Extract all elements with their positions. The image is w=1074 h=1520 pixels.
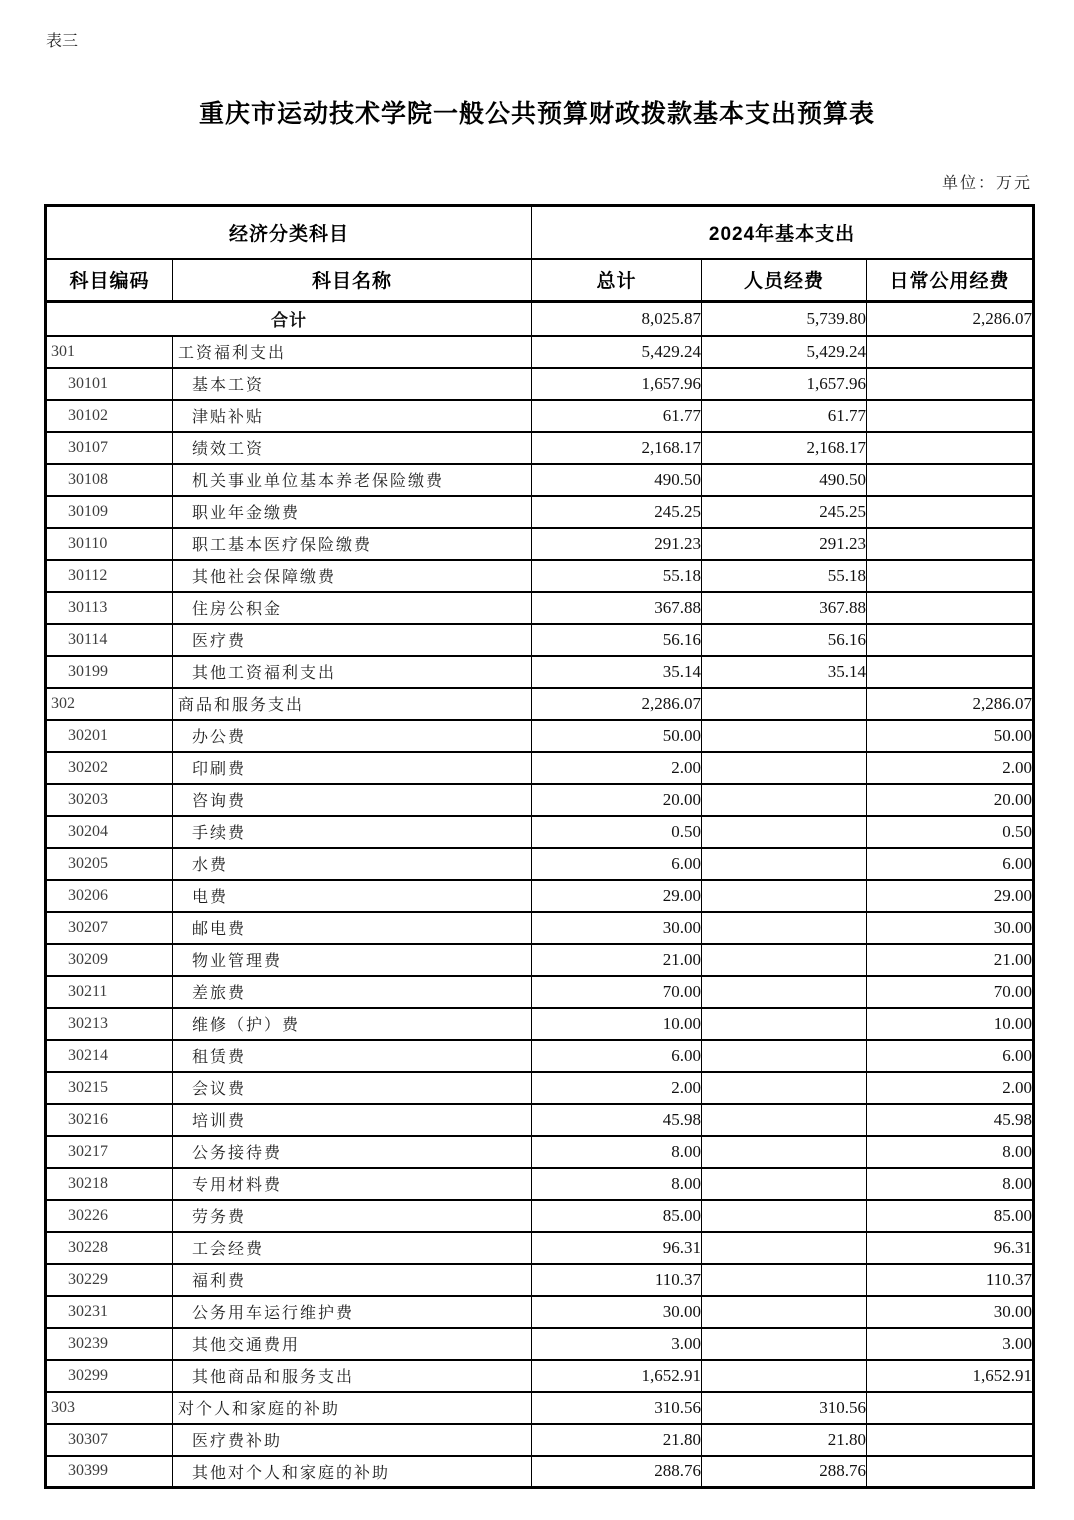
cell-daily: 2.00 [867, 752, 1034, 784]
budget-table [44, 204, 1035, 1489]
table-row [46, 816, 1034, 848]
cell-personnel: 367.88 [702, 592, 867, 624]
table-row [46, 912, 1034, 944]
cell-subject-name: 福利费 [173, 1264, 532, 1296]
cell-subject-code: 30204 [46, 816, 173, 848]
cell-personnel [702, 1168, 867, 1200]
cell-subject-name: 工资福利支出 [173, 336, 532, 368]
table-row [46, 592, 1034, 624]
cell-subject-code: 30218 [46, 1168, 173, 1200]
cell-subject-name: 劳务费 [173, 1200, 532, 1232]
header-daily-public-funds: 日常公用经费 [867, 259, 1034, 302]
cell-total: 8.00 [532, 1168, 702, 1200]
cell-daily: 96.31 [867, 1232, 1034, 1264]
cell-personnel [702, 880, 867, 912]
cell-subject-name: 医疗费 [173, 624, 532, 656]
table-body [46, 302, 1034, 1488]
cell-subject-code: 30112 [46, 560, 173, 592]
cell-subject-name: 租赁费 [173, 1040, 532, 1072]
cell-total: 8.00 [532, 1136, 702, 1168]
cell-personnel [702, 1136, 867, 1168]
cell-daily: 30.00 [867, 912, 1034, 944]
cell-subject-name: 维修（护）费 [173, 1008, 532, 1040]
cell-personnel [702, 784, 867, 816]
cell-daily [867, 656, 1034, 688]
table-row [46, 560, 1034, 592]
table-row [46, 1360, 1034, 1392]
cell-personnel: 288.76 [702, 1456, 867, 1488]
cell-subject-name: 职工基本医疗保险缴费 [173, 528, 532, 560]
cell-subject-code: 30109 [46, 496, 173, 528]
cell-personnel [702, 1104, 867, 1136]
table-row [46, 432, 1034, 464]
cell-subject-code: 30114 [46, 624, 173, 656]
cell-personnel [702, 816, 867, 848]
table-row [46, 752, 1034, 784]
table-row [46, 1008, 1034, 1040]
table-row [46, 1200, 1034, 1232]
cell-daily: 45.98 [867, 1104, 1034, 1136]
cell-personnel: 35.14 [702, 656, 867, 688]
cell-subject-code: 30107 [46, 432, 173, 464]
header-personnel-funds: 人员经费 [702, 259, 867, 302]
cell-subject-name: 公务接待费 [173, 1136, 532, 1168]
cell-personnel: 55.18 [702, 560, 867, 592]
cell-daily: 20.00 [867, 784, 1034, 816]
cell-daily: 6.00 [867, 848, 1034, 880]
cell-personnel [702, 1264, 867, 1296]
table-row [46, 528, 1034, 560]
cell-daily [867, 560, 1034, 592]
cell-subject-code: 30231 [46, 1296, 173, 1328]
cell-personnel: 61.77 [702, 400, 867, 432]
cell-daily [867, 336, 1034, 368]
cell-subject-code: 30113 [46, 592, 173, 624]
cell-total: 29.00 [532, 880, 702, 912]
cell-personnel [702, 1232, 867, 1264]
cell-total: 2.00 [532, 752, 702, 784]
cell-personnel [702, 1040, 867, 1072]
table-row [46, 1456, 1034, 1488]
cell-daily: 29.00 [867, 880, 1034, 912]
cell-personnel: 490.50 [702, 464, 867, 496]
cell-total: 45.98 [532, 1104, 702, 1136]
cell-subject-code: 30207 [46, 912, 173, 944]
cell-daily [867, 432, 1034, 464]
cell-subject-code: 30228 [46, 1232, 173, 1264]
cell-subject-code: 30108 [46, 464, 173, 496]
cell-daily: 10.00 [867, 1008, 1034, 1040]
cell-daily [867, 464, 1034, 496]
table-row [46, 688, 1034, 720]
table-row [46, 1424, 1034, 1456]
table-row [46, 1040, 1034, 1072]
cell-daily: 110.37 [867, 1264, 1034, 1296]
total-row-personnel: 5,739.80 [702, 302, 867, 336]
cell-subject-code: 30216 [46, 1104, 173, 1136]
cell-personnel [702, 944, 867, 976]
cell-subject-name: 专用材料费 [173, 1168, 532, 1200]
cell-total: 1,657.96 [532, 368, 702, 400]
table-row [46, 784, 1034, 816]
cell-daily [867, 1392, 1034, 1424]
cell-subject-code: 30202 [46, 752, 173, 784]
total-row-label: 合计 [46, 302, 532, 336]
cell-personnel [702, 976, 867, 1008]
table-row [46, 720, 1034, 752]
cell-total: 70.00 [532, 976, 702, 1008]
cell-subject-name: 咨询费 [173, 784, 532, 816]
cell-total: 288.76 [532, 1456, 702, 1488]
table-row [46, 368, 1034, 400]
cell-total: 61.77 [532, 400, 702, 432]
header-subject-code: 科目编码 [46, 259, 173, 302]
table-row [46, 1072, 1034, 1104]
cell-subject-name: 公务用车运行维护费 [173, 1296, 532, 1328]
cell-personnel [702, 1072, 867, 1104]
cell-total: 110.37 [532, 1264, 702, 1296]
cell-subject-code: 30229 [46, 1264, 173, 1296]
cell-subject-code: 30203 [46, 784, 173, 816]
cell-total: 6.00 [532, 1040, 702, 1072]
cell-subject-code: 30201 [46, 720, 173, 752]
cell-personnel [702, 912, 867, 944]
cell-total: 56.16 [532, 624, 702, 656]
cell-daily: 70.00 [867, 976, 1034, 1008]
cell-personnel: 5,429.24 [702, 336, 867, 368]
cell-personnel: 291.23 [702, 528, 867, 560]
cell-daily [867, 496, 1034, 528]
cell-total: 2,168.17 [532, 432, 702, 464]
cell-subject-name: 差旅费 [173, 976, 532, 1008]
cell-subject-name: 培训费 [173, 1104, 532, 1136]
header-subject-name: 科目名称 [173, 259, 532, 302]
cell-total: 310.56 [532, 1392, 702, 1424]
cell-subject-name: 其他社会保障缴费 [173, 560, 532, 592]
page-title: 重庆市运动技术学院一般公共预算财政拨款基本支出预算表 [198, 101, 875, 128]
cell-total: 0.50 [532, 816, 702, 848]
cell-subject-name: 机关事业单位基本养老保险缴费 [173, 464, 532, 496]
cell-subject-code: 303 [46, 1392, 173, 1424]
cell-total: 490.50 [532, 464, 702, 496]
cell-daily [867, 1456, 1034, 1488]
table-row [46, 624, 1034, 656]
cell-subject-code: 30209 [46, 944, 173, 976]
cell-daily: 8.00 [867, 1136, 1034, 1168]
cell-personnel [702, 752, 867, 784]
table-row [46, 880, 1034, 912]
cell-subject-name: 职业年金缴费 [173, 496, 532, 528]
cell-subject-name: 水费 [173, 848, 532, 880]
cell-subject-name: 其他工资福利支出 [173, 656, 532, 688]
cell-total: 96.31 [532, 1232, 702, 1264]
cell-subject-name: 对个人和家庭的补助 [173, 1392, 532, 1424]
cell-total: 50.00 [532, 720, 702, 752]
table-row [46, 464, 1034, 496]
cell-subject-code: 30206 [46, 880, 173, 912]
cell-daily: 6.00 [867, 1040, 1034, 1072]
cell-subject-name: 绩效工资 [173, 432, 532, 464]
table-row [46, 1168, 1034, 1200]
cell-subject-name: 商品和服务支出 [173, 688, 532, 720]
cell-subject-name: 印刷费 [173, 752, 532, 784]
cell-subject-code: 30299 [46, 1360, 173, 1392]
cell-subject-name: 物业管理费 [173, 944, 532, 976]
table-row [46, 336, 1034, 368]
cell-total: 20.00 [532, 784, 702, 816]
cell-personnel [702, 1200, 867, 1232]
cell-personnel [702, 1296, 867, 1328]
cell-total: 5,429.24 [532, 336, 702, 368]
table-row [46, 944, 1034, 976]
cell-personnel [702, 1008, 867, 1040]
cell-total: 10.00 [532, 1008, 702, 1040]
cell-daily: 2.00 [867, 1072, 1034, 1104]
cell-subject-name: 基本工资 [173, 368, 532, 400]
cell-subject-name: 其他商品和服务支出 [173, 1360, 532, 1392]
cell-daily [867, 528, 1034, 560]
header-total: 总计 [532, 259, 702, 302]
cell-subject-code: 302 [46, 688, 173, 720]
cell-daily: 50.00 [867, 720, 1034, 752]
table-header [46, 206, 1034, 302]
cell-total: 30.00 [532, 1296, 702, 1328]
table-row [46, 848, 1034, 880]
cell-daily [867, 368, 1034, 400]
cell-personnel: 1,657.96 [702, 368, 867, 400]
corner-label: 表三 [46, 33, 79, 50]
table-row [46, 976, 1034, 1008]
cell-total: 291.23 [532, 528, 702, 560]
cell-subject-code: 30215 [46, 1072, 173, 1104]
cell-daily: 85.00 [867, 1200, 1034, 1232]
cell-subject-name: 会议费 [173, 1072, 532, 1104]
cell-total: 6.00 [532, 848, 702, 880]
cell-personnel [702, 720, 867, 752]
cell-subject-code: 30101 [46, 368, 173, 400]
cell-subject-name: 其他交通费用 [173, 1328, 532, 1360]
table-row [46, 496, 1034, 528]
cell-personnel: 310.56 [702, 1392, 867, 1424]
cell-daily: 21.00 [867, 944, 1034, 976]
cell-subject-code: 30102 [46, 400, 173, 432]
cell-daily: 8.00 [867, 1168, 1034, 1200]
table-row [46, 1104, 1034, 1136]
cell-total: 21.00 [532, 944, 702, 976]
cell-daily [867, 624, 1034, 656]
total-row-daily: 2,286.07 [867, 302, 1034, 336]
cell-subject-code: 30199 [46, 656, 173, 688]
cell-personnel [702, 848, 867, 880]
cell-subject-code: 30399 [46, 1456, 173, 1488]
cell-daily: 0.50 [867, 816, 1034, 848]
header-columns-row [46, 259, 1034, 302]
cell-subject-name: 医疗费补助 [173, 1424, 532, 1456]
table-row [46, 656, 1034, 688]
cell-subject-code: 30217 [46, 1136, 173, 1168]
table-row [46, 1136, 1034, 1168]
cell-subject-code: 30110 [46, 528, 173, 560]
table-row [46, 1296, 1034, 1328]
table-row [46, 1392, 1034, 1424]
cell-total: 245.25 [532, 496, 702, 528]
cell-subject-code: 30307 [46, 1424, 173, 1456]
cell-personnel: 2,168.17 [702, 432, 867, 464]
cell-subject-name: 电费 [173, 880, 532, 912]
cell-subject-name: 办公费 [173, 720, 532, 752]
cell-daily [867, 592, 1034, 624]
header-economic-classification: 经济分类科目 [46, 206, 532, 259]
cell-personnel: 21.80 [702, 1424, 867, 1456]
header-2024-basic-expenditure: 2024年基本支出 [532, 206, 1034, 259]
cell-total: 30.00 [532, 912, 702, 944]
cell-subject-code: 30213 [46, 1008, 173, 1040]
cell-total: 3.00 [532, 1328, 702, 1360]
total-row [46, 302, 1034, 336]
cell-total: 35.14 [532, 656, 702, 688]
cell-personnel: 245.25 [702, 496, 867, 528]
cell-subject-name: 手续费 [173, 816, 532, 848]
cell-daily: 2,286.07 [867, 688, 1034, 720]
cell-total: 85.00 [532, 1200, 702, 1232]
table-row [46, 1232, 1034, 1264]
table-row [46, 1328, 1034, 1360]
cell-personnel [702, 1360, 867, 1392]
cell-subject-code: 301 [46, 336, 173, 368]
table-row [46, 400, 1034, 432]
cell-personnel [702, 1328, 867, 1360]
cell-subject-code: 30239 [46, 1328, 173, 1360]
header-group-row [46, 206, 1034, 259]
cell-subject-code: 30214 [46, 1040, 173, 1072]
cell-subject-code: 30211 [46, 976, 173, 1008]
cell-daily: 1,652.91 [867, 1360, 1034, 1392]
cell-subject-name: 住房公积金 [173, 592, 532, 624]
cell-daily: 30.00 [867, 1296, 1034, 1328]
cell-personnel [702, 688, 867, 720]
cell-total: 55.18 [532, 560, 702, 592]
total-row-total: 8,025.87 [532, 302, 702, 336]
cell-total: 2.00 [532, 1072, 702, 1104]
cell-subject-name: 邮电费 [173, 912, 532, 944]
cell-subject-name: 工会经费 [173, 1232, 532, 1264]
cell-subject-name: 津贴补贴 [173, 400, 532, 432]
cell-total: 2,286.07 [532, 688, 702, 720]
cell-daily: 3.00 [867, 1328, 1034, 1360]
cell-total: 1,652.91 [532, 1360, 702, 1392]
unit-note: 单位：万元 [941, 175, 1032, 192]
cell-total: 367.88 [532, 592, 702, 624]
table-row [46, 1264, 1034, 1296]
cell-subject-code: 30205 [46, 848, 173, 880]
cell-daily [867, 400, 1034, 432]
cell-personnel: 56.16 [702, 624, 867, 656]
cell-subject-code: 30226 [46, 1200, 173, 1232]
cell-daily [867, 1424, 1034, 1456]
cell-subject-name: 其他对个人和家庭的补助 [173, 1456, 532, 1488]
cell-total: 21.80 [532, 1424, 702, 1456]
